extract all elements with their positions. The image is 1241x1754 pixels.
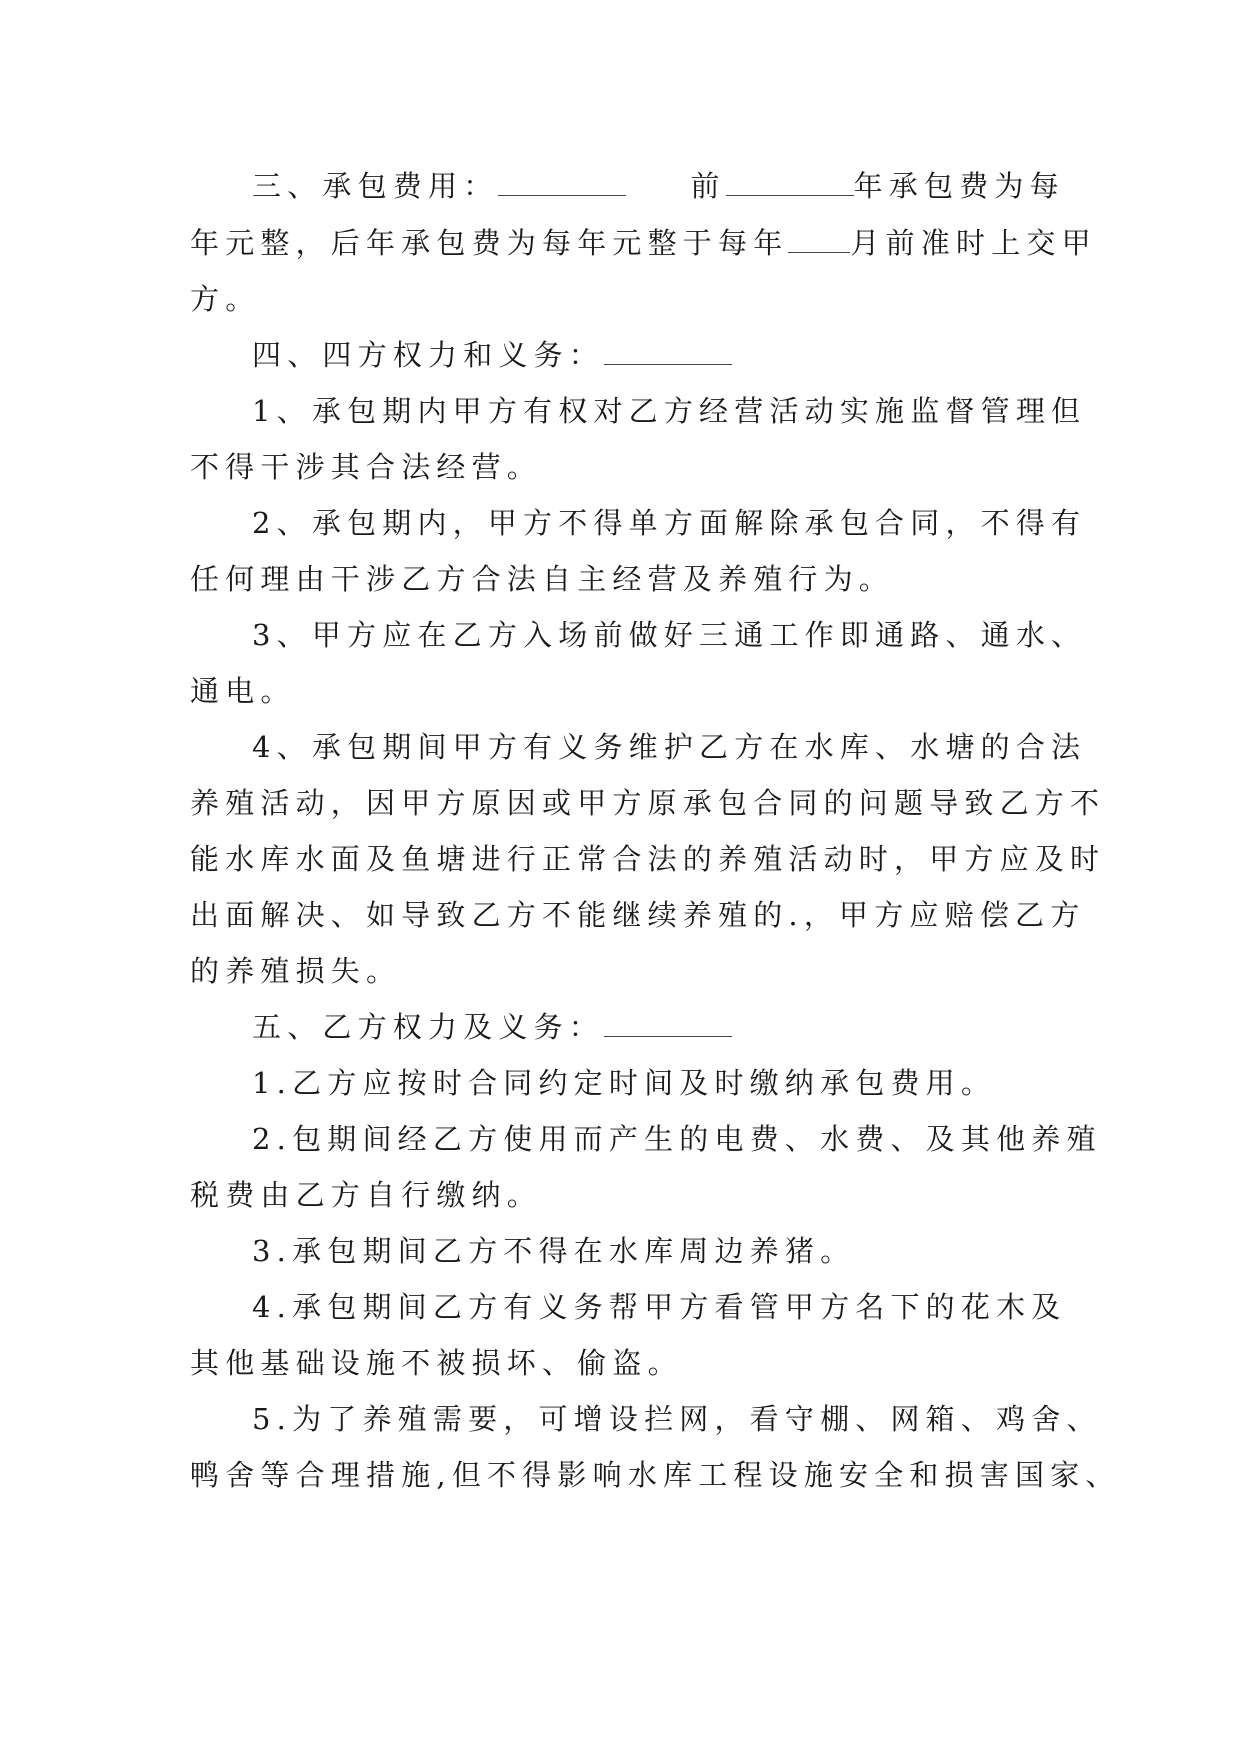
section5-item3-line1: 3.承包期间乙方不得在水库周边养猪。 — [252, 1234, 856, 1268]
section4-item2-line2: 任何理由干涉乙方合法自主经营及养殖行为。 — [190, 562, 895, 596]
section4-item1-line1: 1、承包期内甲方有权对乙方经营活动实施监督管理但 — [252, 394, 1087, 428]
section5-item1-line1: 1.乙方应按时合同约定时间及时缴纳承包费用。 — [252, 1066, 997, 1100]
section4-item4-line2: 养殖活动，因甲方原因或甲方原承包合同的问题导致乙方不 — [190, 786, 1106, 820]
section5-item4-line1: 4.承包期间乙方有义务帮甲方看管甲方名下的花木及 — [252, 1290, 1067, 1324]
section5-item2-line1: 2.包期间经乙方使用而产生的电费、水费、及其他养殖 — [252, 1122, 1102, 1156]
fill-blank — [788, 222, 850, 253]
text-fragment: 年元整，后年承包费为每年元整于每年 — [190, 226, 789, 260]
fill-blank — [498, 165, 626, 196]
section4-heading-line — [252, 333, 1050, 377]
section4-item4-line3: 能水库水面及鱼塘进行正常合法的养殖活动时，甲方应及时 — [190, 842, 1106, 876]
fill-blank — [604, 334, 732, 365]
section5-item5-line1: 5.为了养殖需要，可增设拦网，看守棚、网箱、鸡舍、 — [252, 1402, 1102, 1436]
section4-item2-line1: 2、承包期内，甲方不得单方面解除承包合同，不得有 — [252, 506, 1087, 540]
section5-item5-line2: 鸭舍等合理措施,但不得影响水库工程设施安全和损害国家、 — [190, 1458, 1121, 1492]
section5-heading: 五、乙方权力及义务： — [252, 1010, 605, 1044]
text-fragment: 年承包费为每 — [853, 169, 1065, 203]
section3-line2 — [190, 221, 1097, 265]
text-fragment: 月前准时上交甲 — [850, 226, 1097, 260]
section4-item4-line1: 4、承包期间甲方有义务维护乙方在水库、水塘的合法 — [252, 730, 1087, 764]
fill-blank — [604, 1006, 732, 1037]
section4-item3-line1: 3、甲方应在乙方入场前做好三通工作即通路、通水、 — [252, 618, 1087, 652]
section4-item4-line4: 出面解决、如导致乙方不能继续养殖的.，甲方应赔偿乙方 — [190, 898, 1086, 932]
section4-item3-line2: 通电。 — [190, 674, 296, 708]
section4-heading: 四、四方权力和义务： — [252, 338, 605, 372]
section5-item4-line2: 其他基础设施不被损坏、偷盗。 — [190, 1346, 683, 1380]
section4-item4-line5: 的养殖损失。 — [190, 954, 402, 988]
section3-heading: 三、承包费用： — [252, 169, 499, 203]
fill-blank — [726, 165, 854, 196]
text-fragment: 前 — [690, 169, 726, 203]
section5-heading-line — [252, 1005, 1050, 1049]
section4-item1-line2: 不得干涉其合法经营。 — [190, 450, 543, 484]
section5-item2-line2: 税费由乙方自行缴纳。 — [190, 1178, 543, 1212]
section3-line3: 方。 — [190, 282, 261, 316]
section3-line1 — [252, 164, 1065, 208]
